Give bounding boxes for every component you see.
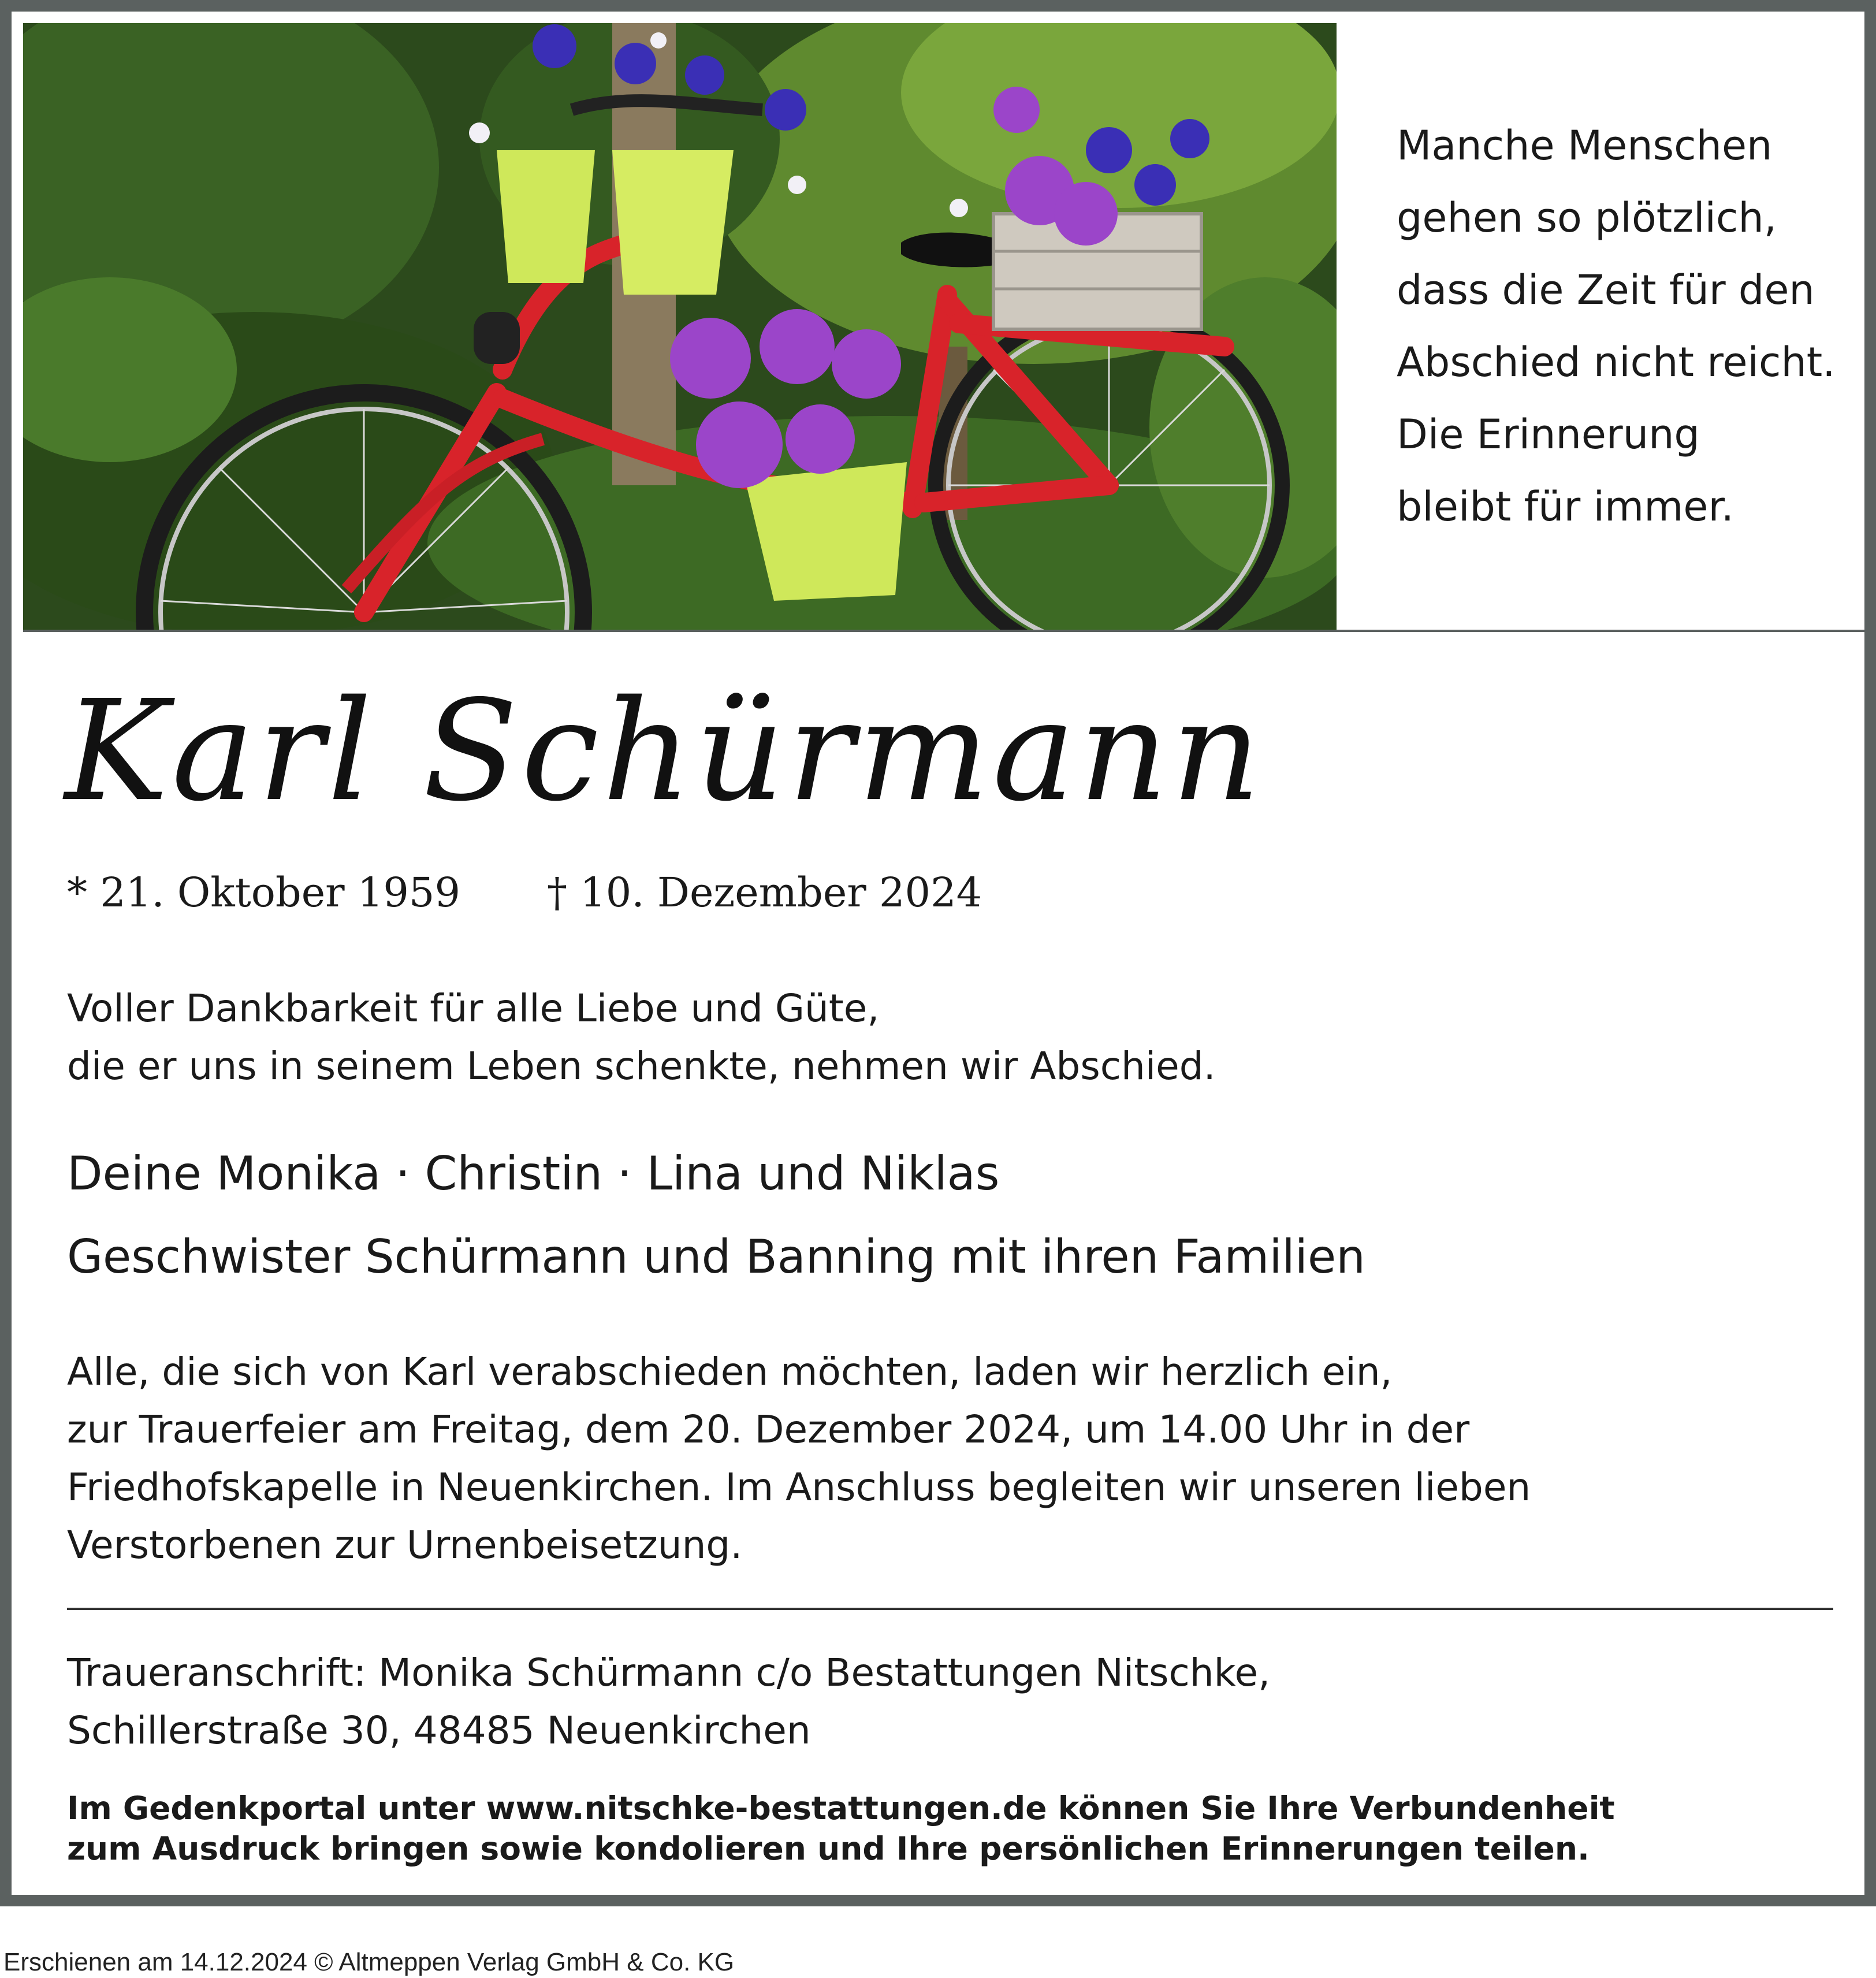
quote-line: gehen so plötzlich, — [1397, 194, 1777, 241]
publication-footer: Erschienen am 14.12.2024 © Altmeppen Verlag GmbH & Co. KG — [3, 1948, 735, 1976]
gratitude-line: die er uns in seinem Leben schenkte, nehmen wir Abschied. — [67, 1044, 1216, 1088]
mourning-address — [67, 1644, 1270, 1760]
life-dates — [67, 864, 982, 921]
birth-date: * 21. Oktober 1959 — [67, 869, 460, 916]
address-line: Schillerstraße 30, 48485 Neuenkirchen — [67, 1708, 811, 1753]
invitation-line: Friedhofskapelle in Neuenkirchen. Im Anschluss begleiten wir unseren lieben — [67, 1465, 1531, 1509]
invitation-line: Alle, die sich von Karl verabschieden möchten, laden wir herzlich ein, — [67, 1349, 1393, 1394]
deceased-name: Karl Schürmann — [65, 670, 1264, 832]
photo-divider — [23, 630, 1876, 632]
gratitude-line: Voller Dankbarkeit für alle Liebe und Güte, — [67, 986, 880, 1031]
address-line: Traueranschrift: Monika Schürmann c/o Bestattungen Nitschke, — [67, 1650, 1271, 1695]
quote-line: Die Erinnerung — [1397, 411, 1700, 458]
portal-line: zum Ausdruck bringen sowie kondolieren und Ihre persönlichen Erinnerungen teilen. — [67, 1830, 1590, 1867]
invitation-line: zur Trauerfeier am Freitag, dem 20. Dezember 2024, um 14.00 Uhr in der — [67, 1407, 1470, 1452]
quote-poem — [1397, 110, 1859, 543]
bicycle-flowers-photo — [23, 23, 1337, 631]
death-date: † 10. Dezember 2024 — [547, 869, 982, 916]
quote-line: Manche Menschen — [1397, 122, 1773, 169]
invitation-line: Verstorbenen zur Urnenbeisetzung. — [67, 1523, 743, 1567]
quote-line: Abschied nicht reicht. — [1397, 339, 1836, 386]
family-line: Geschwister Schürmann und Banning mit ihren Familien — [67, 1230, 1365, 1284]
gratitude-text — [67, 980, 1216, 1095]
section-divider — [67, 1608, 1833, 1610]
portal-line: Im Gedenkportal unter www.nitschke-bestattungen.de können Sie Ihre Verbundenheit — [67, 1790, 1615, 1827]
family-signature — [67, 1132, 1365, 1299]
quote-line: dass die Zeit für den — [1397, 266, 1815, 314]
family-line: Deine Monika · Christin · Lina und Niklas — [67, 1147, 1000, 1200]
quote-line: bleibt für immer. — [1397, 483, 1734, 530]
funeral-invitation — [67, 1343, 1531, 1574]
memorial-portal-note — [67, 1788, 1615, 1869]
